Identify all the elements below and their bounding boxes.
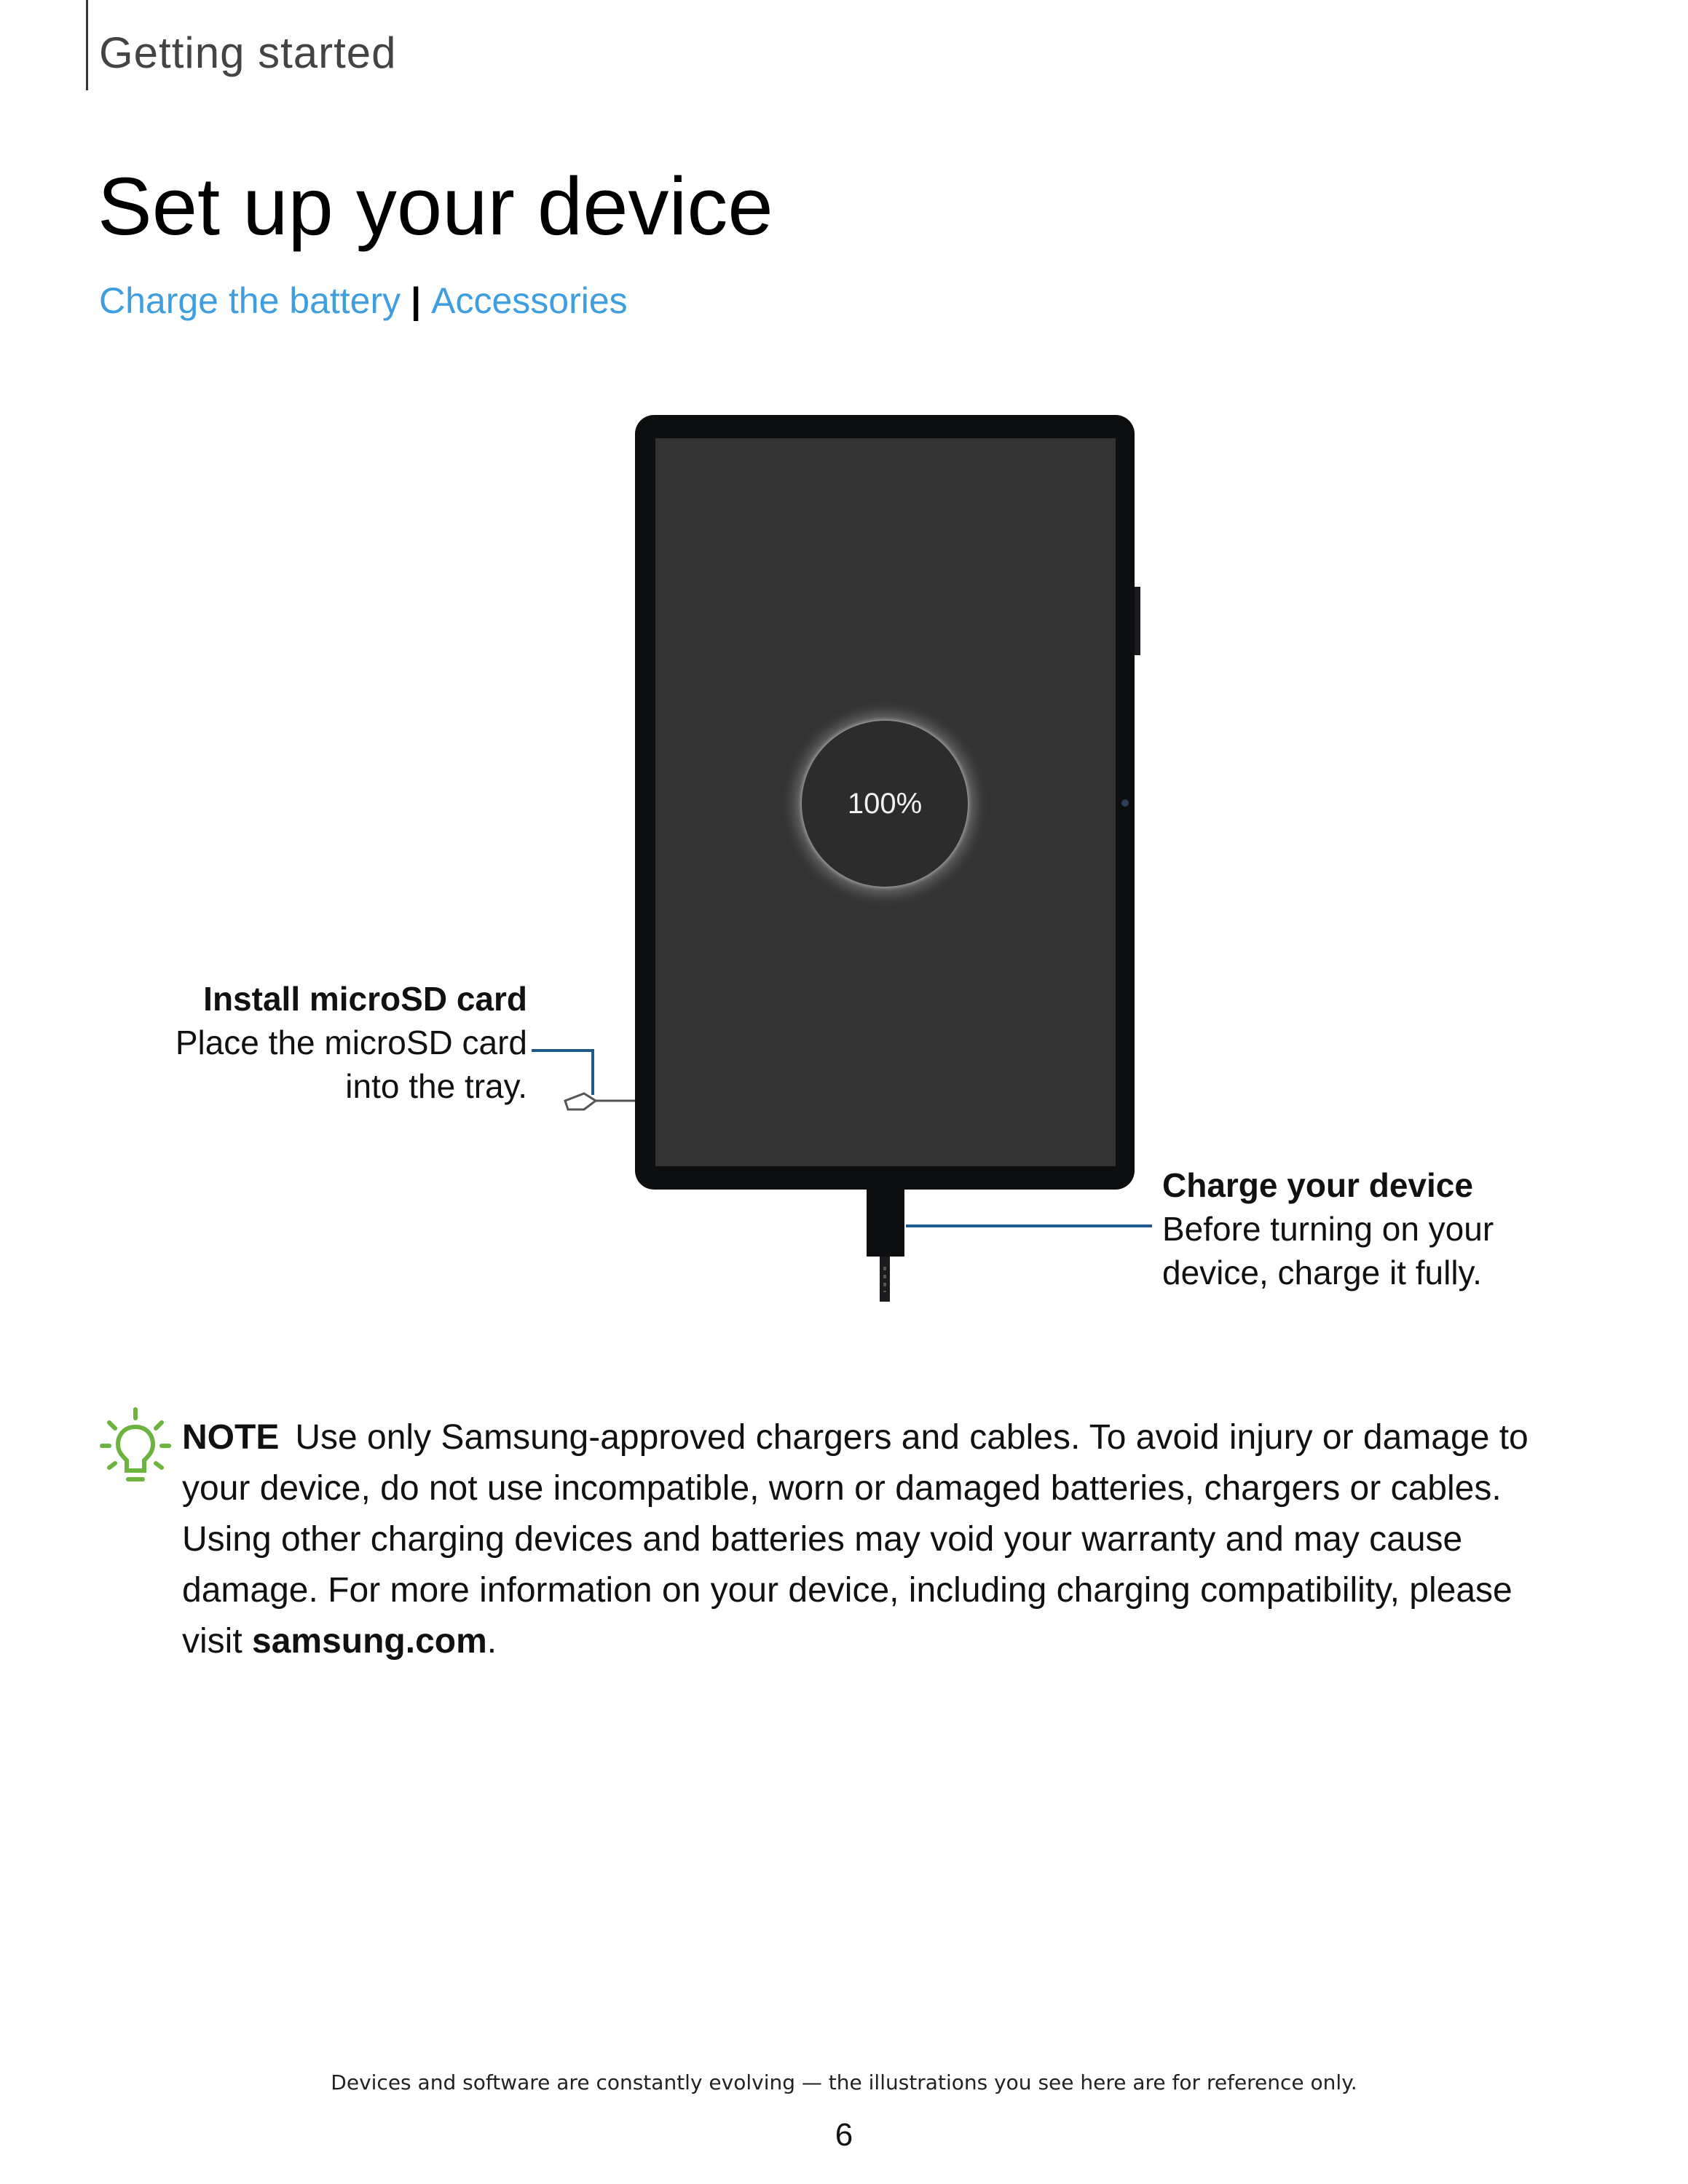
callout-sd-title: Install microSD card (203, 980, 527, 1018)
note-paragraph (182, 1412, 1566, 1667)
battery-ring-icon (802, 721, 968, 887)
callout-sd-line2: into the tray. (345, 1067, 527, 1105)
page-title: Set up your device (98, 161, 773, 252)
tablet-camera-icon (1121, 799, 1129, 807)
callout-charge-line1: Before turning on your (1162, 1210, 1494, 1248)
section-label: Getting started (99, 28, 397, 77)
footer-disclaimer: Devices and software are constantly evolving — the illustrations you see here are for reference only. (331, 2070, 1357, 2094)
link-charge-the-battery[interactable]: Charge the battery (99, 280, 401, 321)
note-text: Use only Samsung-approved chargers and cables. To avoid injury or damage to your device, do not use incompatible, worn or damaged batteries, chargers or cables. Using other charging devices and batteries may void your warranty and may cause damage. For more information on your device, including charging compatibility, please visit (182, 1418, 1529, 1661)
note-end: . (486, 1622, 497, 1661)
callout-charge-title: Charge your device (1162, 1166, 1473, 1204)
callout-charge-device (1162, 1163, 1628, 1294)
page-number: 6 (835, 2117, 853, 2153)
link-separator: | (411, 280, 422, 321)
sim-ejector-tool-icon (565, 1093, 596, 1109)
callout-line-sd (532, 1051, 593, 1095)
callout-charge-line2: device, charge it fully. (1162, 1254, 1482, 1291)
usb-connector-icon (867, 1190, 904, 1257)
tablet-side-button (1135, 587, 1140, 655)
section-divider (86, 0, 88, 90)
callout-install-microsd (87, 977, 527, 1108)
link-accessories[interactable]: Accessories (431, 280, 628, 321)
usb-cable-icon (880, 1257, 890, 1302)
related-links (99, 277, 628, 325)
battery-level: 100% (847, 788, 923, 820)
lightbulb-icon (99, 1405, 172, 1492)
note-label: NOTE (182, 1418, 280, 1457)
samsung-link[interactable]: samsung.com (252, 1622, 487, 1661)
callout-sd-line1: Place the microSD card (175, 1024, 527, 1061)
